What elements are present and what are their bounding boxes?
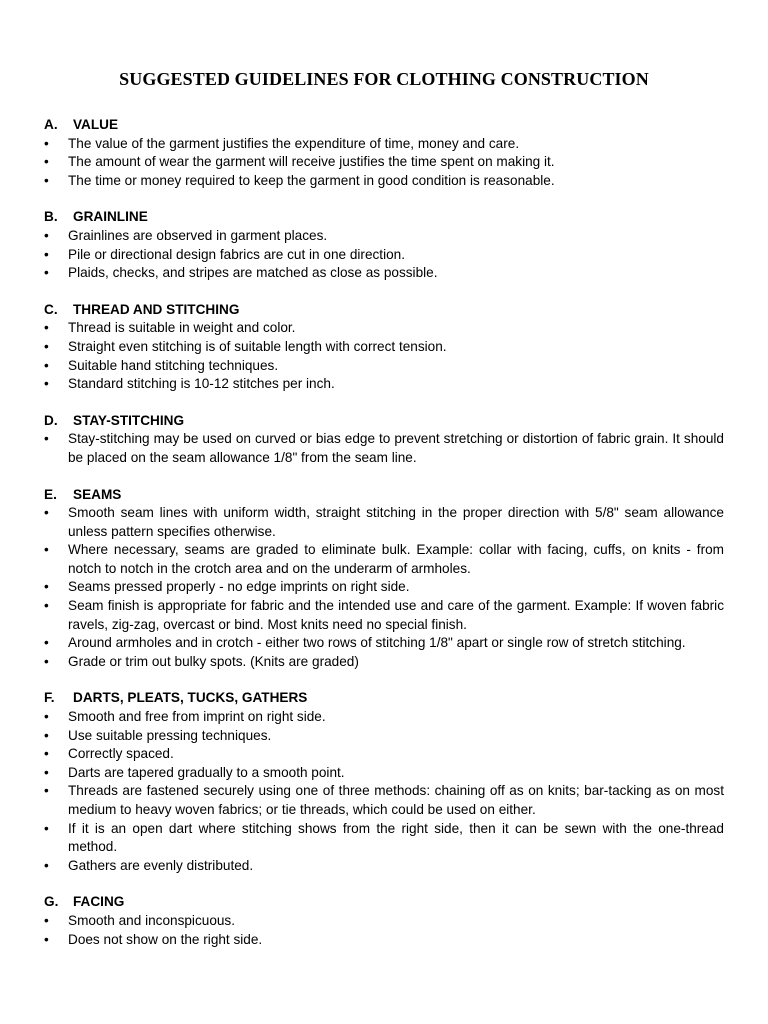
bullet-item: • Correctly spaced. bbox=[44, 745, 724, 764]
bullet-item: • Standard stitching is 10-12 stitches per inch. bbox=[44, 375, 724, 394]
section-title: VALUE bbox=[73, 117, 119, 132]
section-letter: G. bbox=[44, 894, 59, 910]
bullet-item: • Darts are tapered gradually to a smooth point. bbox=[44, 764, 724, 783]
bullet-list bbox=[44, 504, 724, 671]
document-title: SUGGESTED GUIDELINES FOR CLOTHING CONSTRUCTION bbox=[119, 69, 649, 89]
bullet-list bbox=[44, 430, 724, 467]
bullet-item: • Smooth and inconspicuous. bbox=[44, 912, 724, 931]
section-facing bbox=[44, 893, 724, 949]
bullet-item: • Gathers are evenly distributed. bbox=[44, 857, 724, 876]
bullet-list bbox=[44, 135, 724, 191]
bullet-item: • If it is an open dart where stitching shows from the right side, then it can be sewn with the one-thread method. bbox=[44, 820, 724, 857]
bullet-item: • Suitable hand stitching techniques. bbox=[44, 357, 724, 376]
bullet-list bbox=[44, 319, 724, 393]
section-heading bbox=[44, 208, 724, 227]
section-title: THREAD AND STITCHING bbox=[73, 301, 240, 317]
sections-container bbox=[44, 116, 724, 949]
section-value bbox=[44, 116, 724, 190]
section-thread-and-stitching bbox=[44, 301, 724, 394]
bullet-item: • Smooth seam lines with uniform width, straight stitching in the proper direction with 5/8" seam allowance unless pattern specifies otherwise. bbox=[44, 504, 724, 541]
bullet-item: • Pile or directional design fabrics are cut in one direction. bbox=[44, 246, 724, 265]
bullet-item: • Grainlines are observed in garment places. bbox=[44, 227, 724, 246]
bullet-item: • Seam finish is appropriate for fabric and the intended use and care of the garment. Example: If woven fabric ravels, zig-zag, overcast or bind. Most knits need no special finish. bbox=[44, 597, 724, 634]
bullet-item: • Where necessary, seams are graded to eliminate bulk. Example: collar with facing, cuffs, on knits - from notch to notch in the crotch area and on the underarm of armholes. bbox=[44, 541, 724, 578]
section-stay-stitching bbox=[44, 412, 724, 468]
bullet-list bbox=[44, 227, 724, 283]
bullet-item: • Seams pressed properly - no edge imprints on right side. bbox=[44, 578, 724, 597]
bullet-item: • Plaids, checks, and stripes are matched as close as possible. bbox=[44, 264, 724, 283]
section-heading bbox=[44, 412, 724, 431]
bullet-item: • The value of the garment justifies the expenditure of time, money and care. bbox=[44, 135, 724, 154]
section-heading bbox=[44, 116, 724, 135]
section-letter: E. bbox=[44, 486, 57, 502]
section-heading bbox=[44, 486, 724, 505]
section-title: SEAMS bbox=[73, 486, 122, 502]
section-seams bbox=[44, 486, 724, 672]
bullet-item: • Grade or trim out bulky spots. (Knits are graded) bbox=[44, 653, 724, 672]
bullet-item: • Straight even stitching is of suitable length with correct tension. bbox=[44, 338, 724, 357]
bullet-list bbox=[44, 912, 724, 949]
section-heading bbox=[44, 301, 724, 320]
bullet-item: • The time or money required to keep the garment in good condition is reasonable. bbox=[44, 172, 724, 191]
section-darts-pleats-tucks-gathers bbox=[44, 689, 724, 875]
document-page bbox=[44, 68, 724, 967]
section-title: GRAINLINE bbox=[73, 209, 148, 225]
bullet-item: • Does not show on the right side. bbox=[44, 931, 724, 950]
section-title: FACING bbox=[73, 894, 125, 910]
section-letter: B. bbox=[44, 209, 58, 225]
section-letter: A. bbox=[44, 117, 58, 132]
section-heading bbox=[44, 893, 724, 912]
bullet-item: • Threads are fastened securely using one of three methods: chaining off as on knits; bar-tacking as on most medium to heavy woven fabrics; or tie threads, which could be used on either. bbox=[44, 782, 724, 819]
section-letter: C. bbox=[44, 301, 58, 317]
bullet-item: • The amount of wear the garment will receive justifies the time spent on making it. bbox=[44, 153, 724, 172]
section-letter: D. bbox=[44, 412, 58, 428]
bullet-item: • Stay-stitching may be used on curved or bias edge to prevent stretching or distortion of fabric grain. It should be placed on the seam allowance 1/8" from the seam line. bbox=[44, 430, 724, 467]
bullet-item: • Thread is suitable in weight and color. bbox=[44, 319, 724, 338]
bullet-item: • Smooth and free from imprint on right side. bbox=[44, 708, 724, 727]
section-title: STAY-STITCHING bbox=[73, 412, 185, 428]
bullet-list bbox=[44, 708, 724, 875]
section-title: DARTS, PLEATS, TUCKS, GATHERS bbox=[73, 690, 308, 706]
section-letter: F. bbox=[44, 690, 55, 706]
bullet-item: • Around armholes and in crotch - either two rows of stitching 1/8" apart or single row of stretch stitching. bbox=[44, 634, 724, 653]
bullet-item: • Use suitable pressing techniques. bbox=[44, 727, 724, 746]
section-heading bbox=[44, 689, 724, 708]
section-grainline bbox=[44, 208, 724, 282]
